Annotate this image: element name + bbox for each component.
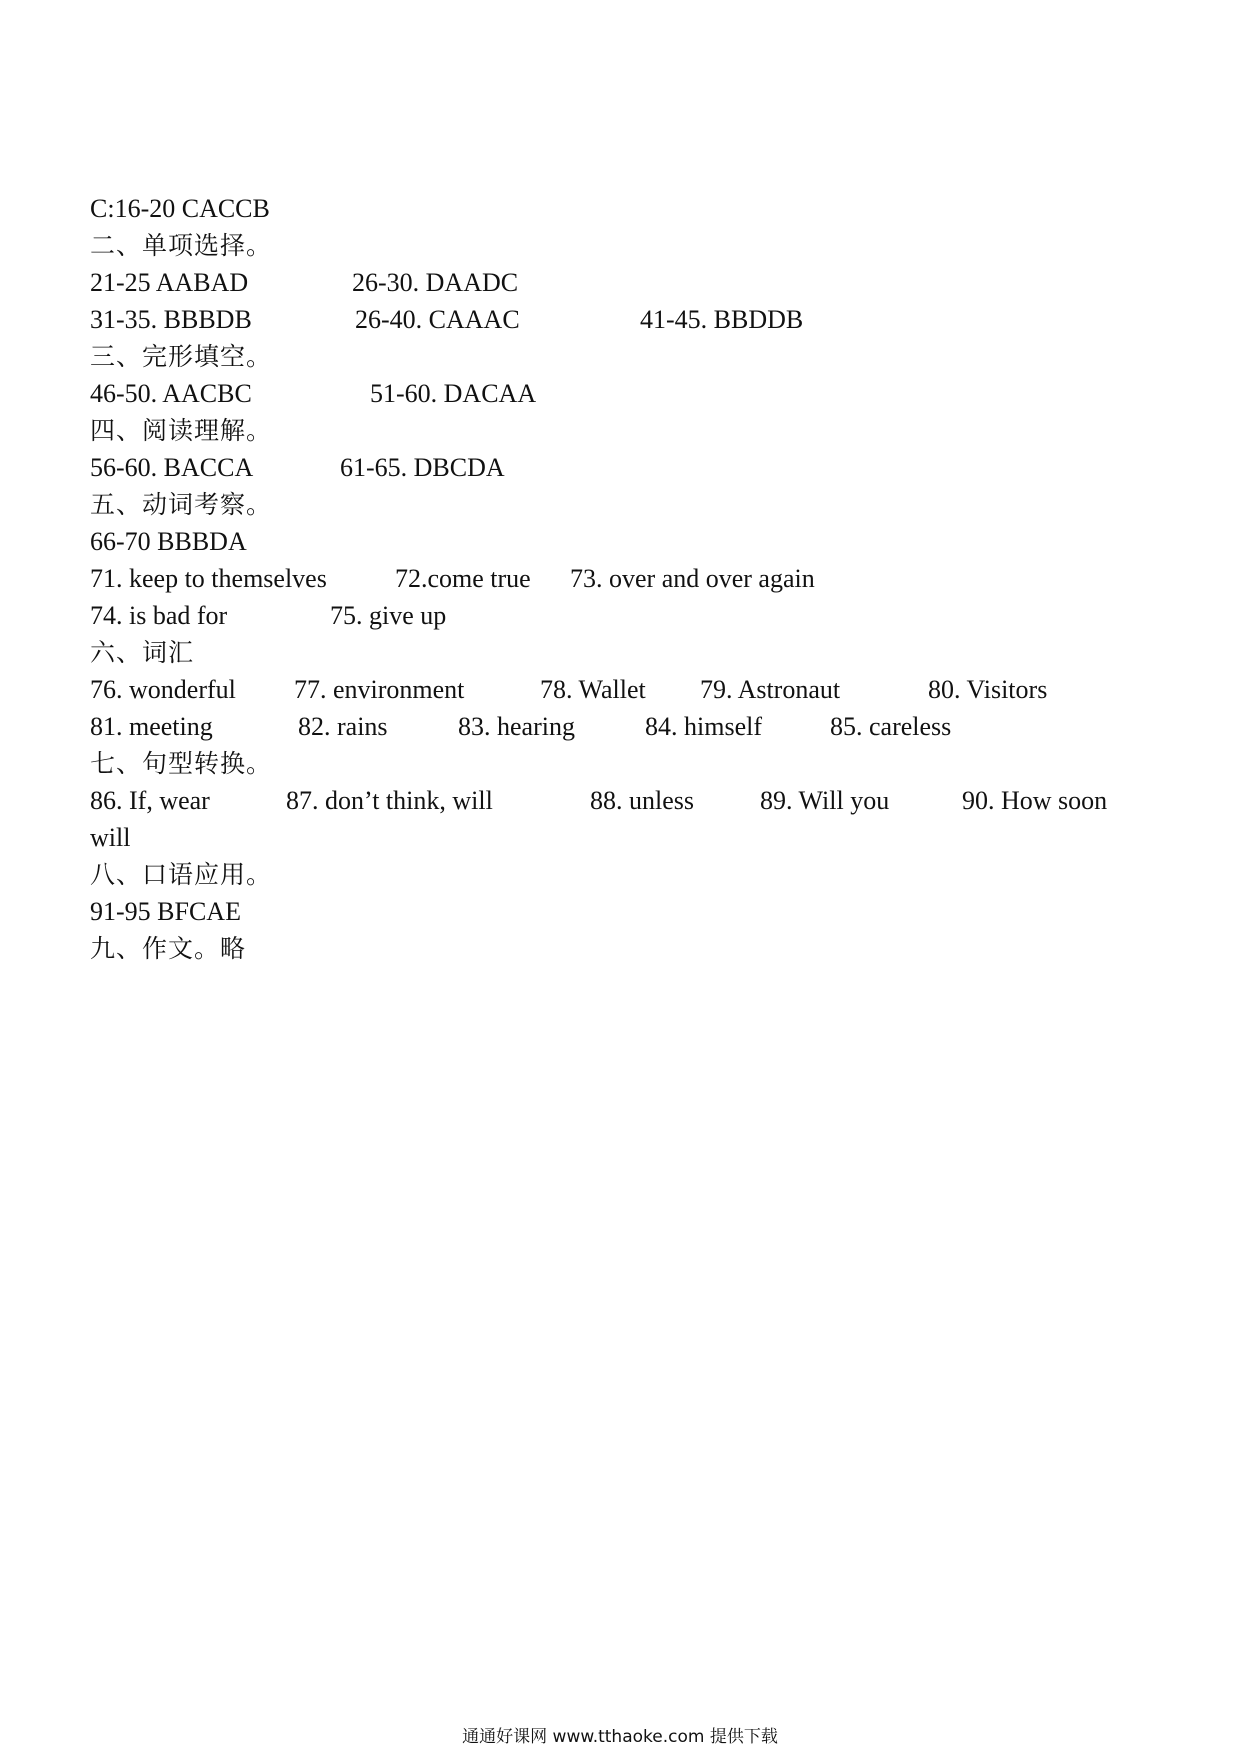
answer-item: 26-30. DAADC	[352, 268, 519, 297]
answer-item: 83. hearing	[458, 712, 575, 741]
answer-item: 61-65. DBCDA	[340, 453, 505, 482]
answer-item: will	[90, 823, 131, 852]
answer-item: 72.come true	[395, 564, 531, 593]
section-heading: 七、句型转换。	[90, 749, 273, 778]
answer-item: 85. careless	[830, 712, 952, 741]
answer-item: 73. over and over again	[570, 564, 815, 593]
answer-item: 86. If, wear	[90, 786, 210, 815]
answer-item: 84. himself	[645, 712, 762, 741]
answer-item: 31-35. BBBDB	[90, 305, 252, 334]
section-heading: 八、口语应用。	[90, 860, 273, 889]
answer-item: 88. unless	[590, 786, 694, 815]
answer-item: 51-60. DACAA	[370, 379, 537, 408]
section-heading: 二、单项选择。	[90, 231, 273, 260]
answer-item: 71. keep to themselves	[90, 564, 327, 593]
answer-item: 91-95 BFCAE	[90, 897, 241, 926]
answer-item: 66-70 BBBDA	[90, 527, 247, 556]
section-heading: 六、词汇	[90, 638, 195, 667]
answer-item: 87. don’t think, will	[286, 786, 493, 815]
answer-item: 81. meeting	[90, 712, 213, 741]
answer-item: 41-45. BBDDB	[640, 305, 804, 334]
answer-item: 90. How soon	[962, 786, 1108, 815]
answer-item: 79. Astronaut	[700, 675, 841, 704]
page-footer: 通通好课网 www.tthaoke.com 提供下载	[462, 1727, 778, 1747]
answer-item: 82. rains	[298, 712, 388, 741]
answer-item: 56-60. BACCA	[90, 453, 254, 482]
section-heading: 四、阅读理解。	[90, 416, 273, 445]
answer-item: 75. give up	[330, 601, 447, 630]
answer-item: 26-40. CAAAC	[355, 305, 520, 334]
answer-item: C:16-20 CACCB	[90, 194, 270, 223]
answer-item: 77. environment	[294, 675, 465, 704]
answer-item: 46-50. AACBC	[90, 379, 252, 408]
section-heading: 五、动词考察。	[90, 490, 273, 519]
section-heading: 九、作文。略	[90, 934, 247, 963]
answer-item: 74. is bad for	[90, 601, 228, 630]
answer-item: 76. wonderful	[90, 675, 236, 704]
answer-item: 89. Will you	[760, 786, 890, 815]
section-heading: 三、完形填空。	[90, 342, 273, 371]
answer-item: 80. Visitors	[928, 675, 1048, 704]
answer-item: 78. Wallet	[540, 675, 646, 704]
answer-item: 21-25 AABAD	[90, 268, 249, 297]
